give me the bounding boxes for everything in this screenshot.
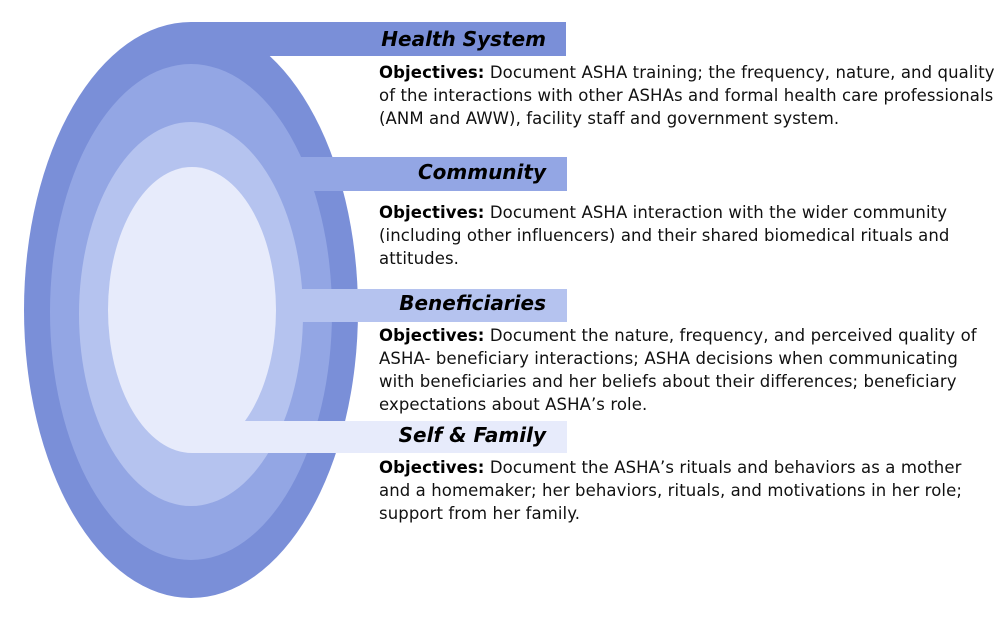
objective-community: [379, 201, 995, 270]
objective-lead: Objectives:: [379, 326, 485, 345]
label-self-family: Self & Family: [398, 423, 546, 447]
objective-lead: Objectives:: [379, 63, 485, 82]
objective-self-family: [379, 456, 995, 525]
label-health-system: Health System: [381, 27, 546, 51]
objective-text: Document the ASHA’s rituals and behaviors as a mother and a homemaker; her behaviors, rituals, and motivations in her role; support from her family.: [379, 458, 962, 523]
label-beneficiaries: Beneficiaries: [399, 291, 546, 315]
objective-lead: Objectives:: [379, 203, 485, 222]
objective-health-system: [379, 61, 995, 130]
objective-text: Document the nature, frequency, and perceived quality of ASHA- beneficiary interactions; ASHA decisions when communicating with beneficiaries and her beliefs about their differences; beneficiary expectations about ASHA’s role.: [379, 326, 977, 414]
objective-lead: Objectives:: [379, 458, 485, 477]
objective-text: Document ASHA interaction with the wider community (including other influencers) and their shared biomedical rituals and attitudes.: [379, 203, 950, 268]
objective-beneficiaries: [379, 324, 995, 416]
label-community: Community: [417, 160, 546, 184]
objective-text: Document ASHA training; the frequency, nature, and quality of the interactions with other ASHAs and formal health care professionals (ANM and AWW), facility staff and government system.: [379, 63, 995, 128]
